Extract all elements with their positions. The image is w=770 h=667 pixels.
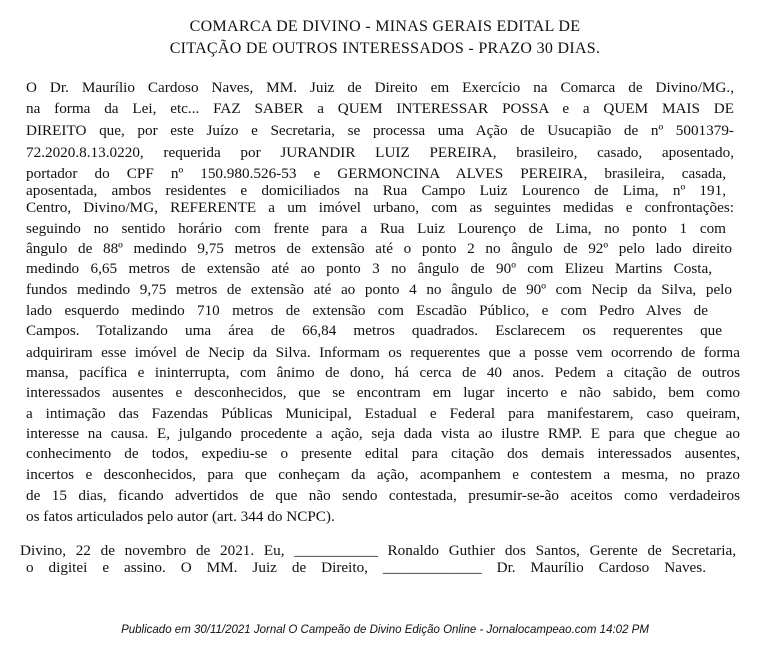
body-line: adquiriram esse imóvel de Necip da Silva. Informam os requerentes que a posse vem ocorrendo de forma [26,344,740,361]
body-line: conhecimento de todos, expediu-se o presente edital para citação dos demais interessados ausentes, [26,445,740,462]
body-line: aposentada, ambos residentes e domiciliados na Rua Campo Luiz Lourenco de Lima, nº 191, [26,182,726,199]
body-line: interessados ausentes e desconhecidos, que se encontram em lugar incerto e não sabido, bem como [26,384,740,401]
header-line-2: CITAÇÃO DE OUTROS INTERESSADOS - PRAZO 30 DIAS. [169,40,601,57]
body-line: portador do CPF nº 150.980.526-53 e GERMONCINA ALVES PEREIRA, brasileira, casada, [26,165,726,182]
body-line: medindo 6,65 metros de extensão até ao ponto 3 no ângulo de 90º com Elizeu Martins Costa, [26,260,712,277]
body-line: ângulo de 88º medindo 9,75 metros de extensão até o ponto 2 no ângulo de 92º pelo lado direito [26,240,732,257]
header-line-1: COMARCA DE DIVINO - MINAS GERAIS EDITAL DE [189,18,581,35]
body-line: fundos medindo 9,75 metros de extensão até ao ponto 4 no ângulo de 90º com Necip da Silva, pelo [26,281,732,298]
body-line: seguindo no sentido horário com frente para a Rua Luiz Lourenço de Lima, no ponto 1 com [26,220,726,237]
publication-footer: Publicado em 30/11/2021 Jornal O Campeão de Divino Edição Online - Jornalocampeao.com 14:02 PM [121,624,649,636]
body-line: mansa, pacífica e ininterrupta, com ânimo de dono, há cerca de 40 anos. Pedem a citação de outros [26,364,740,381]
closing-line-1: Divino, 22 de novembro de 2021. Eu, ___________ Ronaldo Guthier dos Santos, Gerente de Secretaria, [20,542,736,559]
body-line: de 15 dias, ficando advertidos de que não sendo contestada, presumir-se-ão aceitos como verdadeiros [26,487,740,504]
body-line: a intimação das Fazendas Públicas Municipal, Estadual e Federal para manifestarem, caso queiram, [26,405,740,422]
body-line: interesse na causa. E, julgando procedente a ação, seja dada vista ao ilustre RMP. E para que chegue ao [26,425,740,442]
body-line: na forma da Lei, etc... FAZ SABER a QUEM INTERESSAR POSSA e a QUEM MAIS DE [26,100,734,117]
body-line: Centro, Divino/MG, REFERENTE a um imóvel urbano, com as seguintes medidas e confrontações: [26,199,734,216]
body-line: O Dr. Maurílio Cardoso Naves, MM. Juiz de Direito em Exercício na Comarca de Divino/MG., [26,79,734,96]
body-line: os fatos articulados pelo autor (art. 344 do NCPC). [26,508,335,525]
body-line: incertos e desconhecidos, para que conheçam da ação, acompanhem e contestem a mesma, no prazo [26,466,740,483]
body-line: 72.2020.8.13.0220, requerida por JURANDIR LUIZ PEREIRA, brasileiro, casado, aposentado, [26,144,734,161]
body-line: lado esquerdo medindo 710 metros de extensão com Escadão Público, e com Pedro Alves de [26,302,708,319]
body-line: Campos. Totalizando uma área de 66,84 metros quadrados. Esclarecem os requerentes que [26,322,722,339]
closing-line-2: o digitei e assino. O MM. Juiz de Direito, _____________ Dr. Maurílio Cardoso Naves. [26,559,706,576]
body-line: DIREITO que, por este Juízo e Secretaria, se processa uma Ação de Usucapião de nº 5001379- [26,122,734,139]
